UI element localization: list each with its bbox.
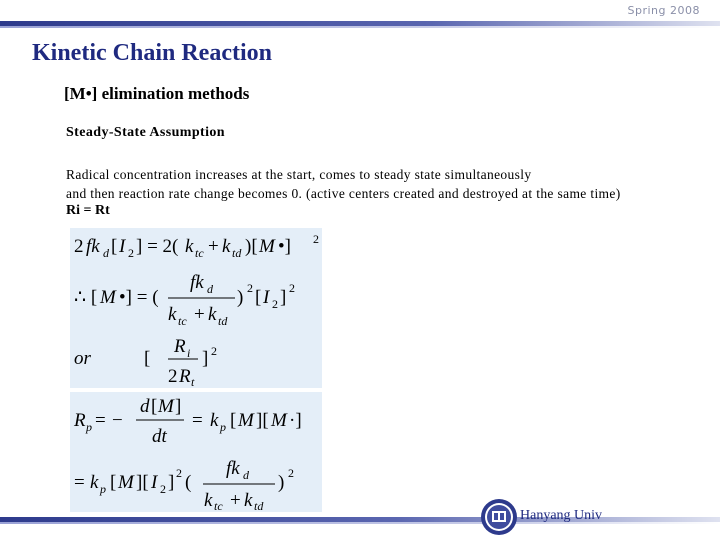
svg-text:M: M — [271, 410, 287, 431]
equation-image-rate — [70, 392, 322, 512]
svg-text:k: k — [210, 410, 219, 431]
svg-text:2: 2 — [247, 281, 253, 295]
svg-text:k: k — [208, 304, 217, 325]
svg-text:=: = — [74, 472, 85, 493]
svg-text:p: p — [220, 420, 226, 434]
svg-text:[: [ — [255, 287, 262, 308]
slide-subtitle: [M•] elimination methods — [64, 84, 250, 103]
svg-text:d: d — [140, 396, 150, 417]
rate-relation: Ri = Rt — [66, 203, 110, 218]
svg-text:M: M — [259, 236, 275, 257]
svg-text:t: t — [191, 375, 195, 388]
svg-text:[: [ — [110, 472, 117, 493]
svg-text:]: ] — [168, 472, 175, 493]
svg-text:I: I — [151, 472, 158, 493]
svg-text:2: 2 — [288, 466, 294, 480]
svg-text:2: 2 — [128, 246, 134, 260]
svg-text:k: k — [185, 236, 194, 257]
svg-text:M: M — [100, 287, 116, 308]
svg-text:td: td — [232, 246, 242, 260]
university-name: Hanyang Univ — [520, 508, 603, 523]
slide-title: Kinetic Chain Reaction — [32, 40, 272, 66]
svg-text:[: [ — [151, 396, 158, 417]
paragraph-line-1: Radical concentration increases at the start, comes to steady state simultaneously — [66, 167, 532, 182]
svg-text:tc: tc — [195, 246, 204, 260]
svg-text:k: k — [204, 490, 213, 511]
svg-text:=: = — [95, 410, 106, 431]
svg-text:R: R — [179, 366, 191, 387]
svg-text:+: + — [194, 304, 205, 325]
svg-text:+: + — [208, 236, 219, 257]
university-seal-icon — [480, 498, 518, 536]
svg-text:td: td — [254, 499, 264, 512]
svg-text:I: I — [119, 236, 126, 257]
svg-text:·]: ·] — [289, 410, 302, 431]
svg-text:p: p — [86, 420, 92, 434]
svg-text:2: 2 — [313, 232, 319, 246]
svg-text:•]: •] — [278, 236, 291, 257]
svg-text:td: td — [218, 314, 228, 328]
svg-text:M: M — [118, 472, 134, 493]
svg-text:[: [ — [144, 348, 151, 369]
svg-text:+: + — [230, 490, 241, 511]
svg-text:(: ( — [185, 472, 192, 493]
svg-text:R: R — [174, 336, 186, 357]
svg-text:): ) — [237, 287, 244, 308]
svg-text:]: ] — [280, 287, 287, 308]
svg-text:fk: fk — [190, 272, 204, 293]
svg-text:2: 2 — [168, 366, 178, 387]
svg-text:i: i — [187, 346, 191, 360]
svg-text:d: d — [207, 282, 213, 296]
explanation-paragraph — [66, 165, 706, 203]
svg-text:]: ] — [202, 348, 209, 369]
paragraph-line-2: and then reaction rate change becomes 0. (active centers created and destroyed at the same time) — [66, 186, 621, 201]
svg-text:tc: tc — [214, 499, 223, 512]
svg-text:I: I — [263, 287, 270, 308]
svg-text:): ) — [278, 472, 285, 493]
svg-text:][: ][ — [256, 410, 269, 431]
svg-text:R: R — [74, 410, 86, 431]
svg-text:d: d — [103, 246, 109, 260]
svg-text:[: [ — [111, 236, 118, 257]
svg-text:M: M — [238, 410, 254, 431]
svg-text:2: 2 — [176, 466, 182, 480]
svg-text:][: ][ — [136, 472, 149, 493]
svg-text:−: − — [112, 410, 123, 431]
svg-text:2: 2 — [74, 236, 84, 257]
svg-text:k: k — [90, 472, 99, 493]
header-divider-accent — [0, 26, 720, 28]
svg-text:2: 2 — [289, 281, 295, 295]
svg-text:] = 2(: ] = 2( — [136, 236, 179, 257]
semester-label: Spring 2008 — [627, 4, 700, 17]
equation-image-steady-state — [70, 228, 322, 388]
section-heading: Steady-State Assumption — [66, 125, 225, 140]
svg-text:∴ [: ∴ [ — [74, 287, 98, 308]
svg-text:M: M — [158, 396, 174, 417]
svg-text:k: k — [168, 304, 177, 325]
svg-text:d: d — [243, 468, 249, 482]
svg-text:k: k — [222, 236, 231, 257]
svg-text:p: p — [100, 482, 106, 496]
svg-text:fk: fk — [226, 458, 240, 479]
svg-text:=: = — [192, 410, 203, 431]
svg-text:2: 2 — [160, 482, 166, 496]
svg-text:fk: fk — [86, 236, 100, 257]
header-bar — [0, 0, 720, 28]
svg-text:tc: tc — [178, 314, 187, 328]
footer-divider-accent — [0, 522, 720, 524]
svg-text:[: [ — [230, 410, 237, 431]
svg-text:]: ] — [175, 396, 182, 417]
svg-text:k: k — [244, 490, 253, 511]
svg-text:or: or — [74, 348, 91, 369]
svg-text:•] = (: •] = ( — [119, 287, 159, 308]
svg-text:dt: dt — [152, 426, 167, 447]
svg-text:2: 2 — [272, 297, 278, 311]
svg-text:)[: )[ — [245, 236, 258, 257]
equation-graphic-1 — [70, 228, 322, 388]
equation-graphic-2 — [70, 392, 322, 512]
svg-text:2: 2 — [211, 344, 217, 358]
